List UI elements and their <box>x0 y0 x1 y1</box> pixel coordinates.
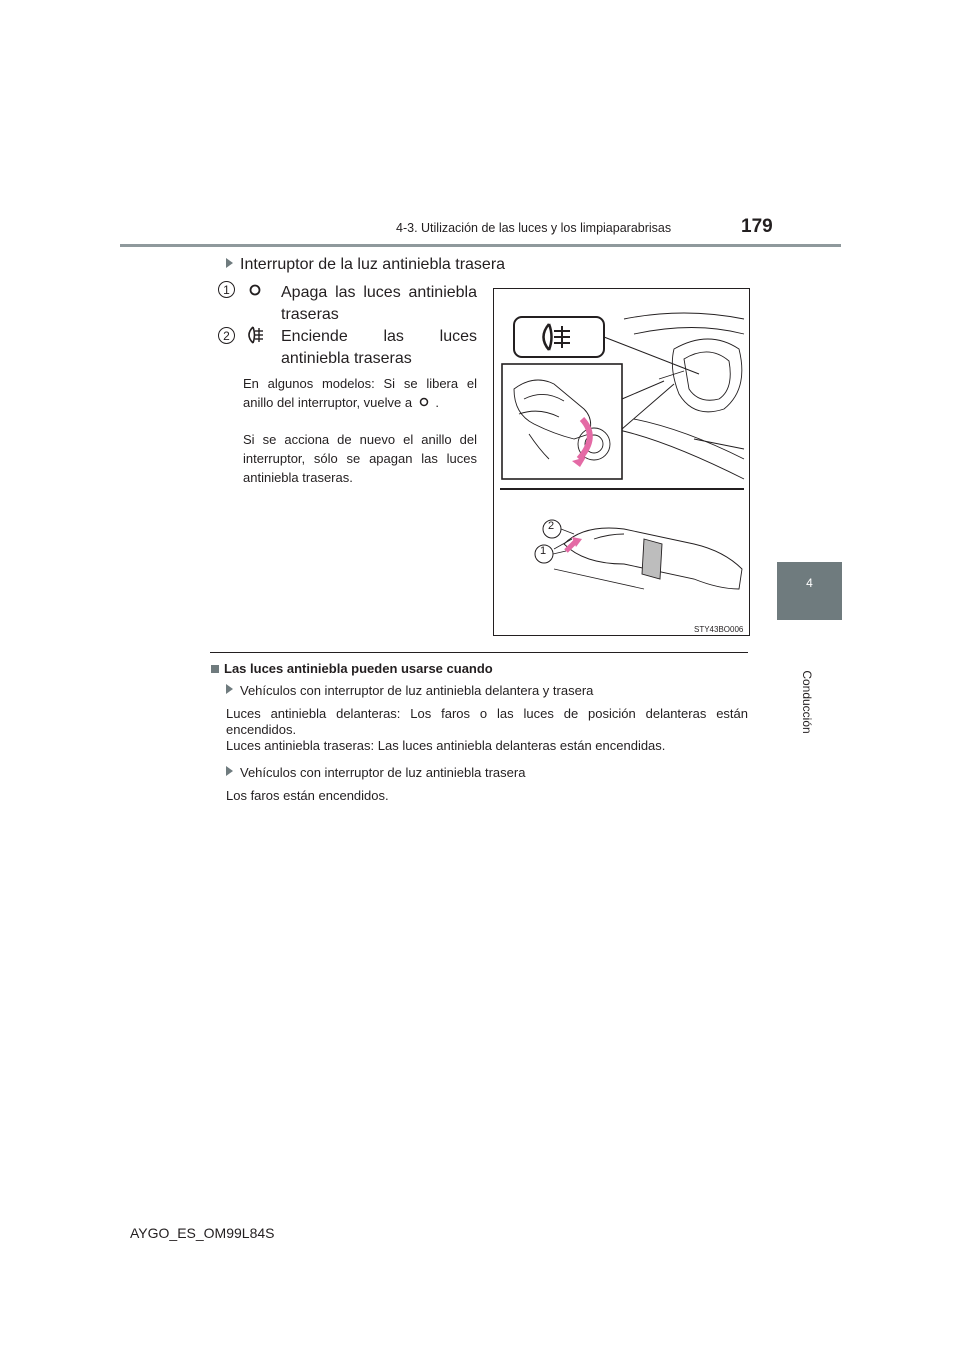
figure-callout-2: 2 <box>547 520 555 532</box>
item-text-1: Apaga las luces antiniebla traseras <box>281 284 477 323</box>
item-number-1: 1 <box>218 281 235 298</box>
triangle-bullet-icon <box>226 258 233 268</box>
page-number: 179 <box>741 216 773 237</box>
usage-title: Las luces antiniebla pueden usarse cuando <box>211 661 493 677</box>
item-text-2: Enciende las luces antiniebla traseras <box>281 328 477 367</box>
section-title: 4-3. Utilización de las luces y los limpiaparabrisas <box>396 221 672 235</box>
item-number-2: 2 <box>218 327 235 344</box>
lever-drawing <box>494 289 749 635</box>
header-rule <box>120 244 841 247</box>
triangle-bullet-icon <box>226 684 233 694</box>
release-note: En algunos modelos: Si se libera el anillo del interruptor, vuelve a . <box>243 376 477 410</box>
usage-case-2: Vehículos con interruptor de luz antiniebla trasera <box>226 765 525 781</box>
chapter-number: 4 <box>806 576 813 590</box>
usage-case-1-rear: Luces antiniebla traseras: Las luces antiniebla delanteras están encendidas. <box>226 738 666 753</box>
usage-case-1-front: Luces antiniebla delanteras: Los faros o las luces de posición delanteras están encendidos. <box>226 706 748 737</box>
chapter-tab <box>777 562 842 620</box>
triangle-bullet-icon <box>226 766 233 776</box>
figure-code: STY43BO006 <box>694 625 744 634</box>
chapter-label: Conducción <box>800 670 814 734</box>
rear-fog-heading: Interruptor de la luz antiniebla trasera <box>226 256 505 274</box>
usage-case-1: Vehículos con interruptor de luz antiniebla delantera y trasera <box>226 683 593 699</box>
lever-illustration <box>493 288 750 636</box>
rear-fog-icon <box>244 325 266 345</box>
off-circle-icon <box>248 283 262 297</box>
off-circle-icon <box>416 396 432 408</box>
reactivation-note: Si se acciona de nuevo el anillo del interruptor, sólo se apagan las luces antiniebla traseras. <box>243 432 477 485</box>
square-bullet-icon <box>211 665 219 673</box>
figure-divider <box>500 488 744 490</box>
figure-callout-1: 1 <box>539 545 547 557</box>
document-code: AYGO_ES_OM99L84S <box>130 1225 275 1241</box>
usage-case-2-line: Los faros están encendidos. <box>226 788 389 803</box>
section-separator <box>210 652 748 653</box>
